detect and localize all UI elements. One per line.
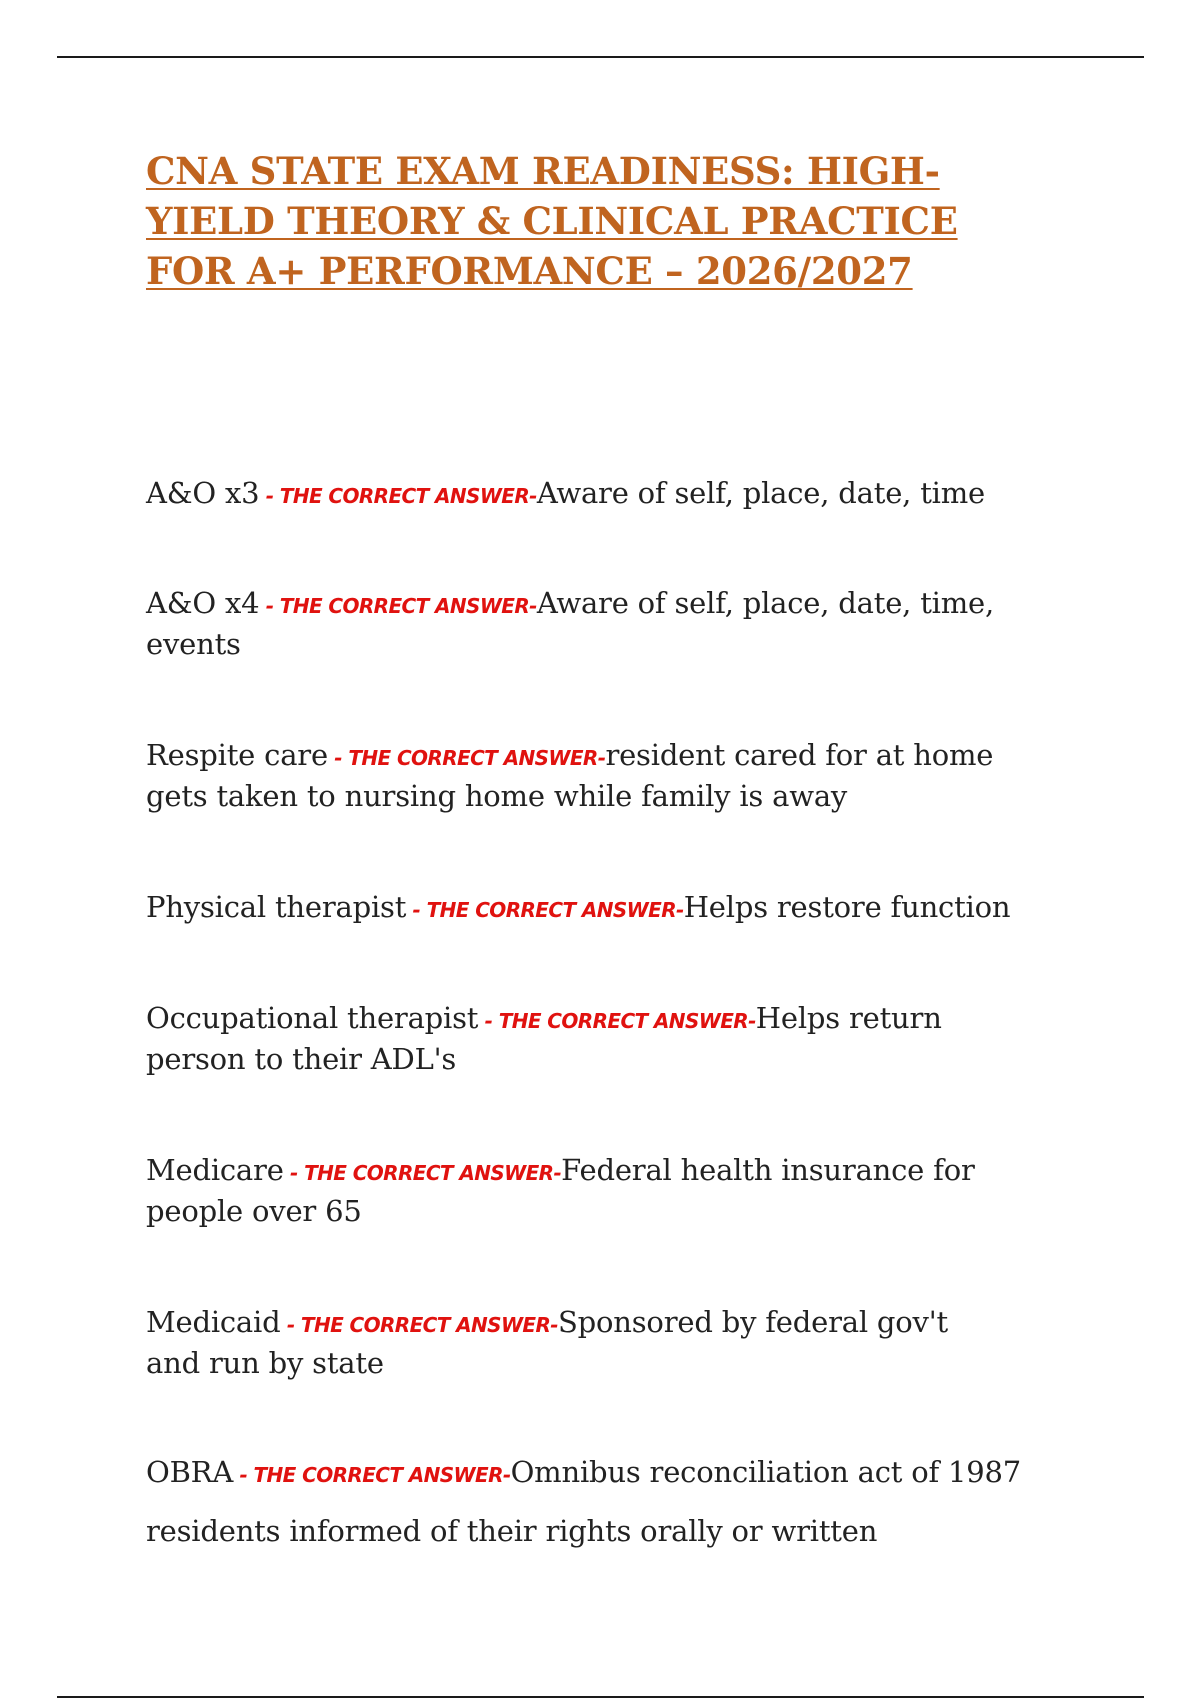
entry-extra-line: residents informed of their rights orally or written bbox=[146, 1514, 878, 1548]
qa-entry bbox=[146, 999, 1046, 1078]
answer-marker: - THE CORRECT ANSWER- bbox=[478, 1009, 756, 1033]
entry-answer: resident cared for at home gets taken to nursing home while family is away bbox=[146, 738, 994, 813]
document-title: CNA STATE EXAM READINESS: HIGH-YIELD THEORY & CLINICAL PRACTICE FOR A+ PERFORMANCE – 2026/2027 bbox=[146, 149, 958, 293]
entry-term: Physical therapist bbox=[146, 890, 407, 924]
answer-marker: - THE CORRECT ANSWER- bbox=[259, 484, 537, 508]
entry-term: Medicare bbox=[146, 1153, 284, 1187]
entry-term: Respite care bbox=[146, 738, 328, 772]
answer-marker: - THE CORRECT ANSWER- bbox=[327, 746, 606, 770]
qa-entry bbox=[146, 1303, 1006, 1382]
qa-entry bbox=[146, 584, 1006, 663]
entry-term: Occupational therapist bbox=[146, 1001, 479, 1035]
entry-term: Medicaid bbox=[146, 1305, 281, 1339]
answer-marker: - THE CORRECT ANSWER- bbox=[280, 1313, 558, 1337]
qa-entry bbox=[146, 1453, 1066, 1550]
top-rule bbox=[57, 56, 1144, 58]
entry-answer: Sponsored by federal gov't and run by state bbox=[146, 1305, 948, 1380]
qa-entry bbox=[146, 888, 1010, 929]
entry-answer: Aware of self, place, date, time, events bbox=[146, 586, 995, 661]
entry-answer: Helps restore function bbox=[683, 890, 1011, 924]
answer-marker: - THE CORRECT ANSWER- bbox=[233, 1463, 511, 1487]
answer-marker: - THE CORRECT ANSWER- bbox=[283, 1161, 562, 1185]
entry-term: OBRA bbox=[146, 1455, 234, 1489]
bottom-rule bbox=[57, 1696, 1144, 1698]
entry-answer: Helps return person to their ADL's bbox=[146, 1001, 942, 1076]
entry-answer: Omnibus reconciliation act of 1987 bbox=[510, 1455, 1022, 1489]
qa-entry bbox=[146, 1151, 986, 1230]
entry-term: A&O x3 bbox=[146, 476, 260, 510]
entry-term: A&O x4 bbox=[146, 586, 260, 620]
answer-marker: - THE CORRECT ANSWER- bbox=[259, 594, 537, 618]
entry-answer: Federal health insurance for people over 65 bbox=[146, 1153, 975, 1228]
answer-marker: - THE CORRECT ANSWER- bbox=[406, 898, 684, 922]
qa-entry bbox=[146, 736, 1046, 815]
qa-entry bbox=[146, 474, 985, 515]
entry-answer: Aware of self, place, date, time bbox=[536, 476, 986, 510]
